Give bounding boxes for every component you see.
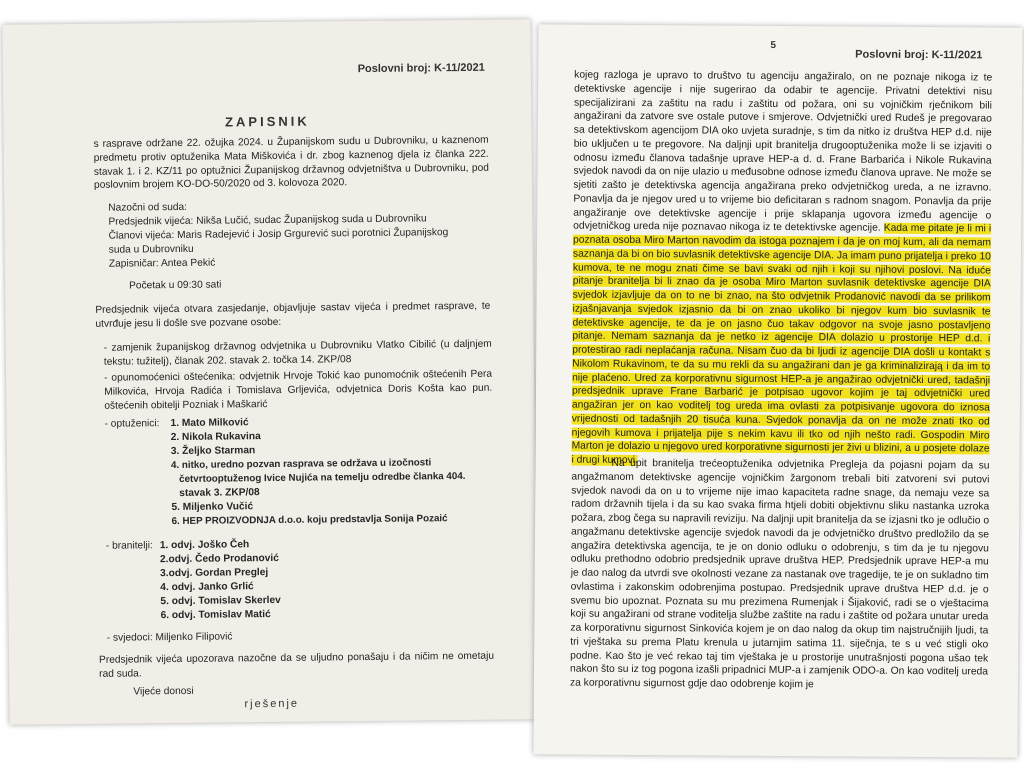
testimony-paragraph-2: Na upit branitelja trećeoptuženika odvjetnika Pregleja da pojasni pojam da su angažmanom detektivske agencije vojničkim žargonom trebali biti zatvoreni svi putovi svjedok navodi da on u to vrijeme nije imao kapaciteta radne snage, da nemaju veze sa radom državnih tijela i da su kao svaka firma htjeli dobiti objektivnu sliku nastanka uzroka požara, zbog čega su napravili reviziju. Na daljnji upit branitelja da se izjasni tko je odlučio o angažmanu detektivske agencije svjedok navodi da je odvjetničko društvo predložilo da se angažira detektivska agencija, te je on donio odluku o odobrenju, s tim da je tu njegovu odluku prethodno odobrio predsjednik uprave društva HEP. Predsjednik uprave HEP-a mu je dao nalog da utvrdi sve okolnosti vezane za nastanak ove tragedije, te je on sukladno tim ovlastima i zakonskim odobrenjima postupao. Predsjednik uprave društva HEP d.d. je o svemu bio upoznat. Poznata su mu prezimena Rumenjak i Šijaković, radi se o vještacima koji su angažirani od strane voditelja službe zaštite na radu i zaštite od požara unutar ureda za korporativnu sigurnost Sinkovića kojem je on dao nalog da okup tim najstručnijih ljudi, ta tri vještaka su prema Platu krenula u jutarnjim satima 11. siječnja, te s u već stigli oko podne. Kao što je već rekao taj tim vještaka je u prostorije unutrašnjosti pogona ušao tek nakon što su iz tog pogona izašli pripadnici MUP-a i zamjenik ODO-a. On kao voditelj ureda za korporativnu sigurnost gdje dao odobrenje kojim je bbox=[569, 457, 990, 691]
defender-item: 2.odvj. Čedo Prodanović bbox=[159, 552, 279, 566]
right-document-page bbox=[533, 24, 1022, 757]
present-line: suda u Dubrovniku bbox=[108, 243, 194, 256]
present-heading: Nazočni od suda: bbox=[108, 201, 188, 214]
defendant-item: 5. Miljenko Vučić bbox=[171, 501, 254, 514]
defender-item: 3.odvj. Gordan Preglej bbox=[160, 567, 269, 580]
defender-item: 1. odvj. Joško Čeh bbox=[159, 539, 250, 552]
defendant-item: stavak 3. ZKP/08 bbox=[179, 487, 260, 499]
present-line: Predsjednik vijeća: Nikša Lučić, sudac Županijskog suda u Dubrovniku bbox=[108, 213, 427, 228]
highlighted-testimony: Kada me pitate je li mi i poznata osoba Miro Marton navodim da istoga poznajem i da je on moj kum, ali da nemam saznanja da bi on bio suvlasnik detektivske agencije DIA. Ja imam puno prijatelja i preko 10 kumova, te ne mogu znati čime se bavi svaki od njih i koji su njihovi poslovi. Na iduće pitanje branitelja bi li znao da je osoba Miro Marton suvlasnik detektivske agencije DIA svjedok izjavljuje da on to ne bi znao, na što odvjetnik Prodanović navodi da se prilikom izjašnjavanja svjedok izjasnio da bi on znao ukoliko bi njegov kum bio suvlasnik te detektivske agencije, te da je on jasno čuo takav odgovor na svoje jasno postavljeno pitanje. Nemam saznanja da je netko iz agencije DIA dolazio u prostorije HEP d.d. i protestirao radi neplaćanja računa. Nisam čuo da bi ljudi iz agencije DIA došli u kontakt s Nikolom Rukavinom, te da su mu rekli da su angažirani dan je ga kriminalizirają i da im to nije plaćeno. Ured za korporativnu sigurnost HEP-a je angažirao odvjetnički ured, tadašnji predsjednik uprave Frane Barbarić je potpisao ugovor kojim je taj odvjetnički ured angažiran jer on kao voditelj tog ureda ima ovlasti za potpisivanje ugovora do iznosa vrijednosti od tadašnjih 20 tisuća kuna. Svjedok ponavlja da on ne može znati tko od njegovih kumova i prijatelja pije s nekim kavu ili tko od njih nešto radi. Gospodin Miro Marton je dolazio u njegovo ured korporativne sigurnosti jer živi u blizini, a u posjete dolaze i drugi kumovi. bbox=[571, 222, 992, 467]
present-line: Članovi vijeća: Maris Radejević i Josip Grgurević suci porotnici Županijskog bbox=[108, 227, 449, 242]
defendant-item: 2. Nikola Rukavina bbox=[170, 431, 261, 444]
start-time: Početak u 09:30 sati bbox=[129, 279, 222, 292]
present-line: Zapisničar: Antea Pekić bbox=[108, 257, 216, 270]
defender-item: 4. odvj. Janko Grlić bbox=[160, 581, 254, 594]
page-number: 5 bbox=[770, 39, 777, 51]
defendant-item: 4. nitko, uredno pozvan rasprava se održava u izočnosti bbox=[170, 457, 432, 472]
decision-heading: rješenje bbox=[244, 697, 300, 711]
council-line: Vijeće donosi bbox=[133, 685, 194, 698]
prosecutor-entry: - zamjenik županijskog državnog odvjetnika u Dubrovniku Vlatko Cibilić (u daljnjem tekstu: tužitelj), članak 202. stavak 2. točka 14. ZKP/08 bbox=[103, 338, 492, 368]
defender-item: 5. odvj. Tomislav Skerlev bbox=[160, 594, 281, 608]
defender-item: 6. odvj. Tomislav Matić bbox=[160, 609, 271, 622]
defendant-item: 1. Mato Milković bbox=[170, 417, 249, 430]
intro-paragraph: s rasprave održane 22. ožujka 2024. u Županijskom sudu u Dubrovniku, u kaznenom predmetu protiv optuženika Mata Miškovića i dr. zbog kaznenog djela iz članka 222. stavak 1. i 2. KZ/11 po optužnici Županijskog državnog odvjetništva u Dubrovniku, pod poslovnim brojem KO-DO-50/2020 od 3. kolovoza 2020. bbox=[93, 134, 489, 192]
defendant-item: 3. Željko Starman bbox=[170, 445, 256, 458]
defendant-item: četvrtooptuženog Ivice Nujića na temelju odredbe članka 404. bbox=[179, 470, 466, 485]
defenders-label: - branitelji: bbox=[105, 540, 153, 552]
defendant-item: 6. HEP PROIZVODNJA d.o.o. koju predstavlja Sonija Pozaić bbox=[171, 513, 448, 528]
warning-paragraph: Predsjednik vijeća upozorava nazočne da se uljudno ponašaju i da ničim ne ometaju rad suda. bbox=[98, 650, 495, 680]
testimony-paragraph-1 bbox=[571, 69, 992, 471]
victims-entry: - opunomoćenici oštećenika: odvjetnik Hrvoje Tokić kao punomoćnik oštećenih Pera Milkovića, Hrvoja Radića i Tomislava Grljevića, odvjetnica Doris Košta kao pun. oštećenih obitelji Pozniak i Maškarić bbox=[103, 368, 493, 412]
opening-paragraph: Predsjednik vijeća otvara zasjedanje, objavljuje sastav vijeća i predmet rasprave, te utvrđuje jesu li došle sve pozvane osobe: bbox=[95, 300, 491, 330]
witnesses-entry: - svjedoci: Miljenko Filipović bbox=[106, 631, 233, 644]
left-document-page bbox=[2, 19, 537, 724]
record-title: ZAPISNIK bbox=[224, 113, 310, 130]
left-doc-number: Poslovni broj: K-11/2021 bbox=[357, 61, 485, 76]
right-doc-number: Poslovni broj: K-11/2021 bbox=[855, 48, 983, 62]
defendants-label: - optuženici: bbox=[104, 418, 160, 430]
testimony-text: kojeg razloga je upravo to društvo tu agenciju angažiralo, on ne poznaje nikoga iz te detektivske agencije i nije sugerirao da odabir te agencije. Privatni detektivi nisu specijalizirani za zaštitu na radu i zaštitu od požara, oni su vojničkim rječnikom bili angažirani da zatvore sve ostale putove i smjerove. Odvjetnički ured Rudeš je pregovarao sa detektivskom agencijom DIA oko uvjeta suradnje, s tim da nitko iz društva HEP d.d. nije bio uključen u te pregovore. Na daljnji upit branitelja drugooptuženika može li se izjaviti o odnosu između članova tadašnje uprave HEP-a d. d. Frane Barbarića i Nikole Rukavina svjedok navodi da on nije ulazio u međusobne odnose između članova uprave. Ne može se sjetiti zašto je detektivska agencija angažirana preko odvjetničkog ureda, a ne izravno. Ponavlja da je njegov ured u to vrijeme bio deficitaran s radnom snagom. Ponavlja da prije angažiranje ove detektivske agencije i prije sklapanja ugovora između agencije o odvjetničkog ureda nije poznavao nikoga iz te detektivske agencije. bbox=[573, 69, 993, 234]
